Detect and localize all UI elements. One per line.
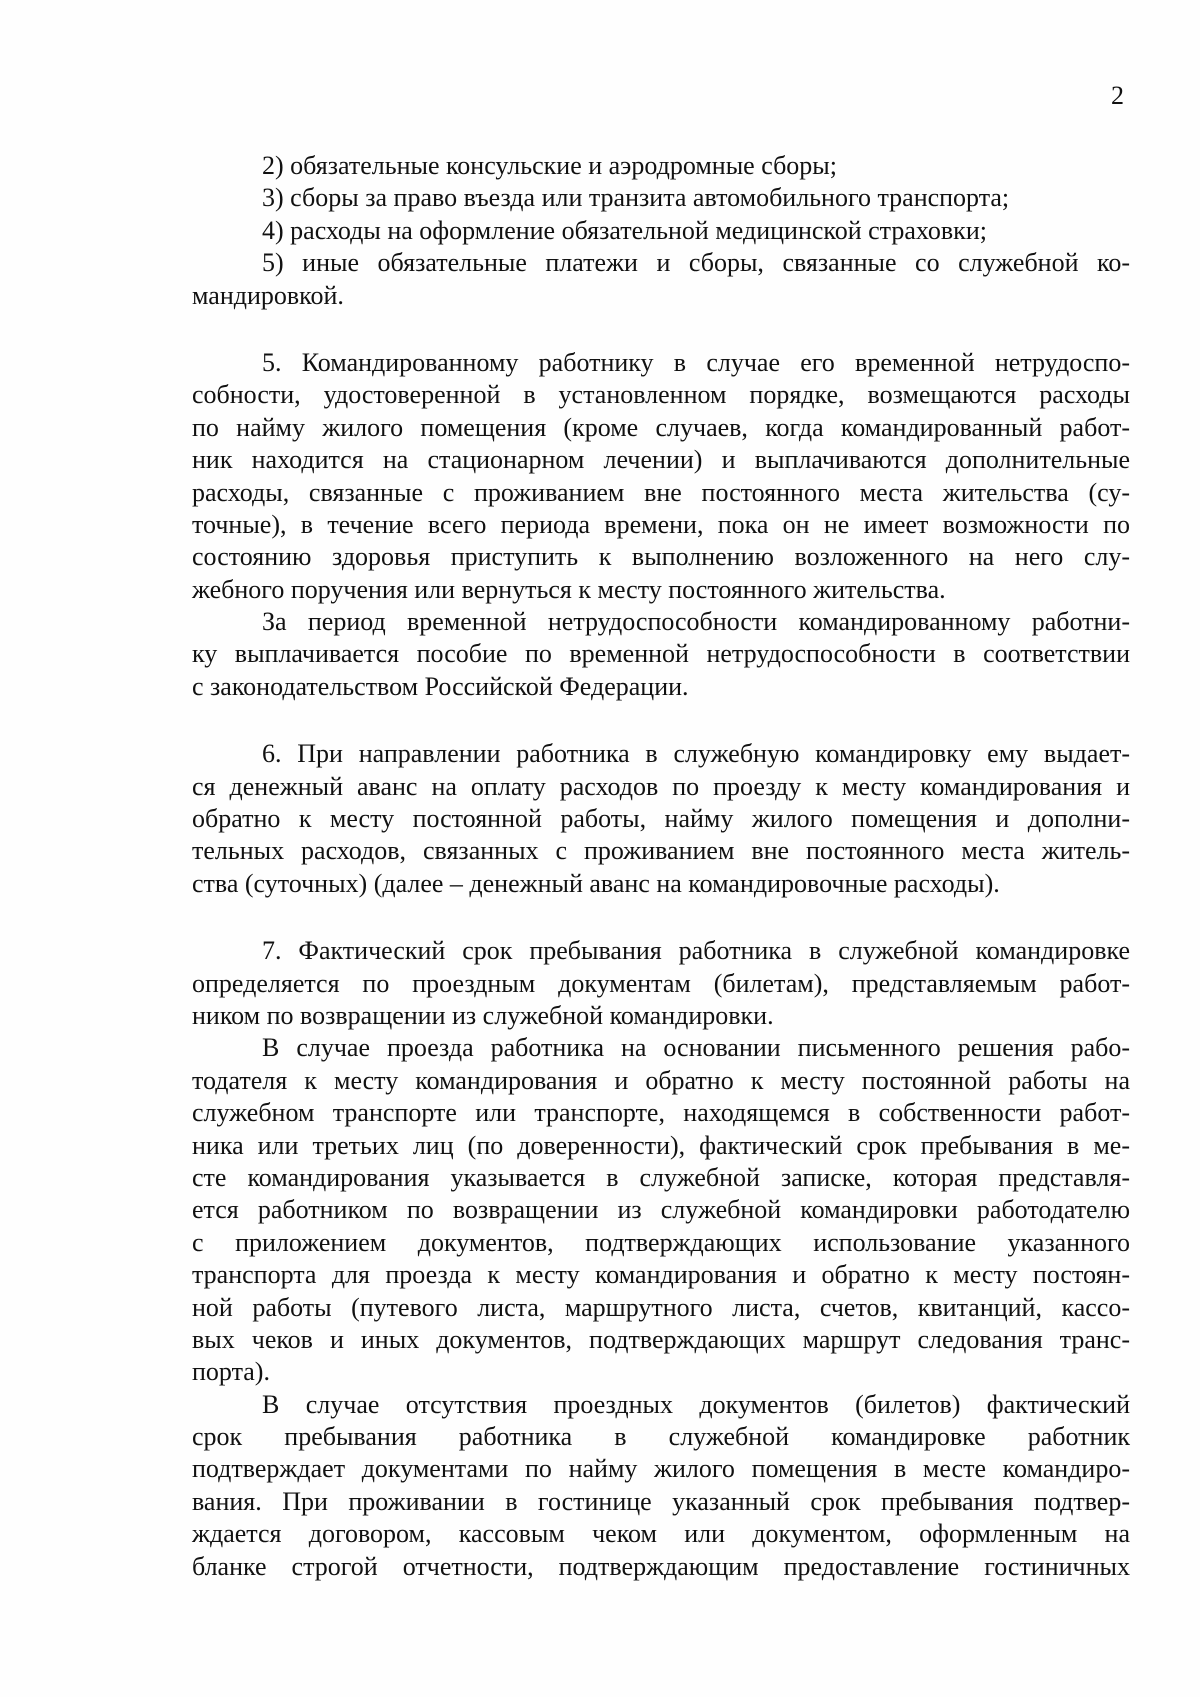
text-line: 5) иные обязательные платежи и сборы, связанные со служебной ко- — [262, 248, 1130, 278]
text-line: ной работы (путевого листа, маршрутного листа, счетов, квитанций, кассо- — [192, 1292, 1130, 1322]
text-line: состоянию здоровья приступить к выполнению возложенного на него слу- — [192, 542, 1130, 572]
text-line: 7. Фактический срок пребывания работника в служебной командировке — [262, 936, 1130, 966]
text-line: служебном транспорте или транспорте, находящемся в собственности работ- — [192, 1098, 1130, 1128]
text-line: В случае отсутствия проездных документов (билетов) фактический — [262, 1389, 1130, 1419]
text-line: срок пребывания работника в служебной командировке работник — [192, 1422, 1130, 1452]
text-line: тодателя к месту командирования и обратно к месту постоянной работы на — [192, 1065, 1130, 1095]
text-line: За период временной нетрудоспособности командированному работни- — [262, 607, 1130, 637]
text-line: В случае проезда работника на основании письменного решения рабо- — [262, 1033, 1130, 1063]
text-line: бланке строгой отчетности, подтверждающим предоставление гостиничных — [192, 1551, 1130, 1581]
text-line: ку выплачивается пособие по временной нетрудоспособности в соответствии — [192, 639, 1130, 669]
text-line: подтверждает документами по найму жилого помещения в месте командиро- — [192, 1454, 1130, 1484]
paragraph-gap — [192, 703, 1130, 738]
text-line: 5. Командированному работнику в случае его временной нетрудоспо- — [262, 347, 1130, 377]
document-body — [192, 150, 1130, 1583]
paragraph-gap — [192, 312, 1130, 347]
text-line: расходы, связанные с проживанием вне постоянного места жительства (су- — [192, 477, 1130, 507]
text-line: ства (суточных) (далее – денежный аванс на командировочные расходы). — [192, 868, 1000, 898]
text-line: 3) сборы за право въезда или транзита автомобильного транспорта; — [262, 183, 1010, 213]
page-number: 2 — [1111, 81, 1124, 110]
text-line: по найму жилого помещения (кроме случаев, когда командированный работ- — [192, 412, 1130, 442]
text-line: ждается договором, кассовым чеком или документом, оформленным на — [192, 1519, 1130, 1549]
text-line: 4) расходы на оформление обязательной медицинской страховки; — [262, 215, 987, 245]
text-line: собности, удостоверенной в установленном порядке, возмещаются расходы — [192, 380, 1130, 410]
text-line: определяется по проездным документам (билетам), представляемым работ- — [192, 968, 1130, 998]
text-line: порта). — [192, 1357, 270, 1387]
text-line: 2) обязательные консульские и аэродромные сборы; — [262, 151, 837, 180]
paragraph-gap — [192, 900, 1130, 935]
text-line: с приложением документов, подтверждающих использование указанного — [192, 1227, 1130, 1257]
text-line: вания. При проживании в гостинице указанный срок пребывания подтвер- — [192, 1486, 1130, 1516]
text-line: ется работником по возвращении из служебной командировки работодателю — [192, 1195, 1130, 1225]
text-line: обратно к месту постоянной работы, найму жилого помещения и дополни- — [192, 804, 1130, 834]
text-line: сте командирования указывается в служебной записке, которая представля- — [192, 1162, 1130, 1192]
text-line: ником по возвращении из служебной командировки. — [192, 1000, 774, 1030]
text-line: мандировкой. — [192, 280, 344, 310]
text-line: ника или третьих лиц (по доверенности), фактический срок пребывания в ме- — [192, 1130, 1130, 1160]
text-line: ник находится на стационарном лечении) и выплачиваются дополнительные — [192, 445, 1130, 475]
text-line: ся денежный аванс на оплату расходов по проезду к месту командирования и — [192, 771, 1130, 801]
text-line: тельных расходов, связанных с проживанием вне постоянного места житель- — [192, 836, 1130, 866]
text-line: с законодательством Российской Федерации. — [192, 671, 689, 701]
text-line: жебного поручения или вернуться к месту постоянного жительства. — [192, 574, 946, 604]
text-line: транспорта для проезда к месту командирования и обратно к месту постоян- — [192, 1260, 1130, 1290]
text-line: вых чеков и иных документов, подтверждающих маршрут следования транс- — [192, 1324, 1130, 1354]
text-line: точные), в течение всего периода времени, пока он не имеет возможности по — [192, 509, 1130, 539]
text-line: 6. При направлении работника в служебную командировку ему выдает- — [262, 739, 1130, 769]
